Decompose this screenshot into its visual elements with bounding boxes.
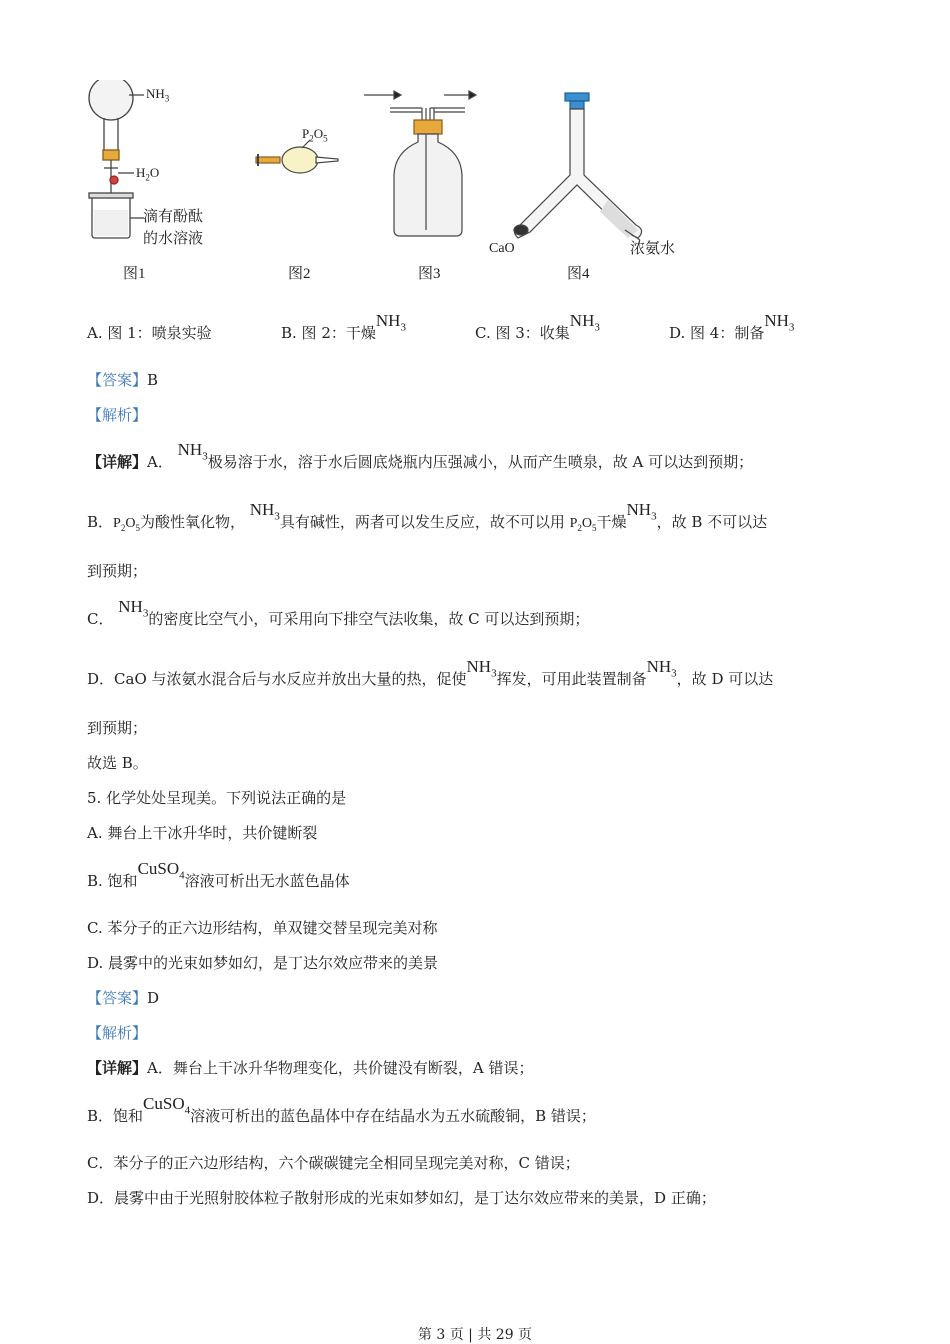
fig3-gas-bottle [364, 91, 476, 236]
q5-detail-a: 【详解】A．舞台上干冰升华物理变化，共价键没有断裂，A 错误； [87, 1059, 534, 1077]
fig4-caption: 图4 [567, 266, 590, 282]
q4-detail-c: C． $NH_3$的密度比空气小，可采用向下排空气法收集，故 C 可以达到预期； [87, 597, 590, 628]
fig1-solution-label-1: 滴有酚酞 [143, 207, 204, 225]
q5-option-c: C. 苯分子的正六边形结构，单双键交替呈现完美对称 [87, 919, 438, 937]
q5-stem: 5. 化学处处呈现美。下列说法正确的是 [87, 789, 347, 807]
q5-detail-b: B．饱和CuSO$_4$溶液可析出的蓝色晶体中存在结晶水为五水硫酸铜，B 错误； [87, 1094, 596, 1125]
q4-detail-d: D．CaO 与浓氨水混合后与水反应并放出大量的热，促使$NH_3$挥发，可用此装置制备$NH_3$，故 D 可以达 [87, 657, 774, 688]
q4-conclusion: 故选 B。 [87, 754, 148, 772]
q4-detail-b: B．$P_2O_5$为酸性氧化物， $NH_3$具有碱性，两者可以发生反应，故不可以用 $P_2O_5$干燥$NH_3$，故 B 不可以达 [87, 500, 768, 533]
q4-detail-d-cont: 到预期； [87, 719, 148, 737]
fig4-ammonia-label: 浓氨水 [630, 239, 676, 257]
q4-option-b: B. 图 2：干燥$NH_3$ [281, 311, 406, 342]
q5-answer: 【答案】D [87, 989, 160, 1007]
q4-answer: 【答案】B [87, 371, 159, 389]
fig1-h2o-label: $H_2O$ [136, 165, 160, 183]
q5-detail-d: D．晨雾中由于光照射胶体粒子散射形成的光束如梦如幻，是丁达尔效应带来的美景，D 正确； [87, 1189, 716, 1207]
q4-option-a: A. 图 1：喷泉实验 [87, 324, 212, 342]
q5-detail-c: C．苯分子的正六边形结构，六个碳碳键完全相同呈现完美对称，C 错误； [87, 1154, 580, 1172]
q5-analysis-label: 【解析】 [87, 1024, 148, 1042]
fig1-nh3-label: $NH_3$ [146, 86, 170, 104]
q4-option-d: D. 图 4：制备$NH_3$ [669, 311, 795, 342]
fig3-caption: 图3 [418, 266, 441, 282]
q5-option-d: D. 晨雾中的光束如梦如幻，是丁达尔效应带来的美景 [87, 954, 439, 972]
fig4-cao-label: CaO [489, 241, 515, 256]
q4-detail-a: 【详解】A． $NH_3$极易溶于水，溶于水后圆底烧瓶内压强减小，从而产生喷泉，故 A 可以达到预期； [87, 440, 754, 471]
q4-analysis-label: 【解析】 [87, 406, 148, 424]
q5-option-b: B. 饱和CuSO$_4$溶液可析出无水蓝色晶体 [87, 859, 350, 890]
fig1-solution-label-2: 的水溶液 [143, 229, 204, 247]
fig4-y-tube [514, 93, 642, 240]
fig2-caption: 图2 [288, 266, 311, 282]
fig1-flask [89, 80, 144, 238]
fig2-drying-tube [256, 140, 338, 173]
q4-detail-b-cont: 到预期； [87, 562, 148, 580]
fig1-caption: 图1 [123, 266, 146, 282]
page-footer: 第 3 页 | 共 29 页 [417, 1327, 533, 1343]
fig2-p2o5-label: $P_2O_5$ [302, 126, 328, 144]
q4-option-c: C. 图 3：收集$NH_3$ [475, 311, 600, 342]
q5-option-a: A. 舞台上干冰升华时，共价键断裂 [87, 824, 318, 842]
